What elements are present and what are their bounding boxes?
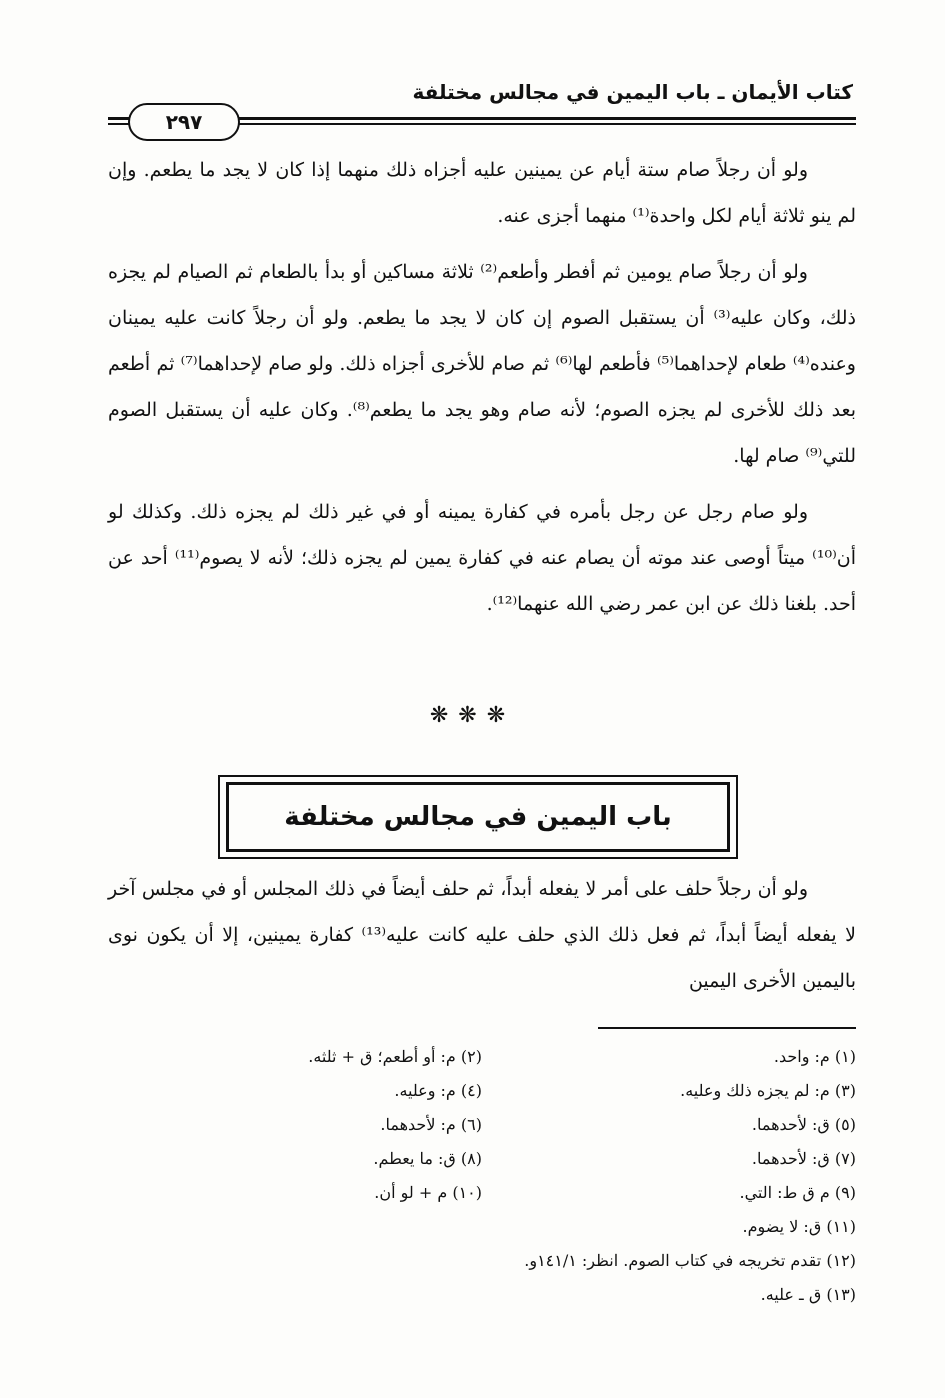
footnote-row [108, 1142, 856, 1176]
main-text [108, 147, 856, 627]
footnote-7: (٧) ق: لأحدهما. [751, 1149, 856, 1168]
footnote-13: (١٣) ق ـ عليه. [760, 1285, 856, 1304]
section-separator-ornament: ❋❋❋ [429, 703, 516, 728]
footnote-12: (١٢) تقدم تخريجه في كتاب الصوم. انظر: ١٤١/١و. [524, 1251, 856, 1270]
footnote-8: (٨) ق: ما يعطم. [373, 1149, 482, 1168]
footnote-separator-rule [598, 1027, 856, 1029]
page-number-badge: ٢٩٧ [128, 103, 240, 141]
footnote-4: (٤) م: وعليه. [394, 1081, 482, 1100]
footnote-row [108, 1176, 856, 1210]
paragraph-1: ولو أن رجلاً صام ستة أيام عن يمينين عليه أجزاه ذلك منهما إذا كان لا يجد ما يطعم. وإن لم ينو ثلاثة أيام لكل واحدة⁽¹⁾ منهما أجزى عنه. [108, 159, 856, 227]
footnote-row [108, 1210, 856, 1244]
footnotes [108, 1040, 856, 1312]
footnote-2: (٢) م: أو أطعم؛ ق + ثلثه. [308, 1047, 482, 1066]
chapter-title: باب اليمين في مجالس مختلفة [284, 802, 672, 832]
chapter-paragraph-1: ولو أن رجلاً حلف على أمر لا يفعله أبداً، ثم حلف أيضاً في ذلك المجلس أو في مجلس آخر لا يفعله أيضاً أبداً، ثم فعل ذلك الذي حلف عليه كانت عليه⁽¹³⁾ كفارة يمينين، إلا أن يكون نوى باليمين الأخرى اليمين [108, 878, 856, 992]
chapter-text [108, 866, 856, 1004]
footnote-row [108, 1278, 856, 1312]
footnote-9: (٩) م ق ط: التي. [739, 1183, 856, 1202]
running-header-title: كتاب الأيمان ـ باب اليمين في مجالس مختلفة [412, 80, 853, 104]
footnote-1: (١) م: واحد. [773, 1047, 856, 1066]
paragraph-3: ولو صام رجل عن رجل بأمره في كفارة يمينه أو في غير ذلك لم يجزه ذلك. وكذلك لو أن⁽¹⁰⁾ ميتاً أوصى عند موته أن يصام عنه في كفارة يمين لم يجزه ذلك؛ لأنه لا يصوم⁽¹¹⁾ أحد عن أحد. بلغنا ذلك عن ابن عمر رضي الله عنهما⁽¹²⁾. [108, 501, 856, 615]
footnote-11: (١١) ق: لا يضوم. [742, 1217, 856, 1236]
footnote-row [108, 1040, 856, 1074]
footnote-10: (١٠) م + لو أن. [374, 1183, 482, 1202]
footnote-row [108, 1244, 856, 1278]
footnote-3: (٣) م: لم يجزه ذلك وعليه. [680, 1081, 856, 1100]
footnote-5: (٥) ق: لأحدهما. [751, 1115, 856, 1134]
footnote-row [108, 1074, 856, 1108]
paragraph-2: ولو أن رجلاً صام يومين ثم أفطر وأطعم⁽²⁾ ثلاثة مساكين أو بدأ بالطعام ثم الصيام لم يجزه ذلك، وكان عليه⁽³⁾ أن يستقبل الصوم إن كان لا يجد ما يطعم. ولو أن رجلاً كانت عليه يمينان وعنده⁽⁴⁾ طعام لإحداهما⁽⁵⁾ فأطعم لها⁽⁶⁾ ثم صام للأخرى أجزاه ذلك. ولو صام لإحداهما⁽⁷⁾ ثم أطعم بعد ذلك للأخرى لم يجزه الصوم؛ لأنه صام وهو يجد ما يطعم⁽⁸⁾. وكان عليه أن يستقبل الصوم للتي⁽⁹⁾ صام لها. [108, 261, 856, 467]
footnote-row [108, 1108, 856, 1142]
footnote-6: (٦) م: لأحدهما. [380, 1115, 482, 1134]
